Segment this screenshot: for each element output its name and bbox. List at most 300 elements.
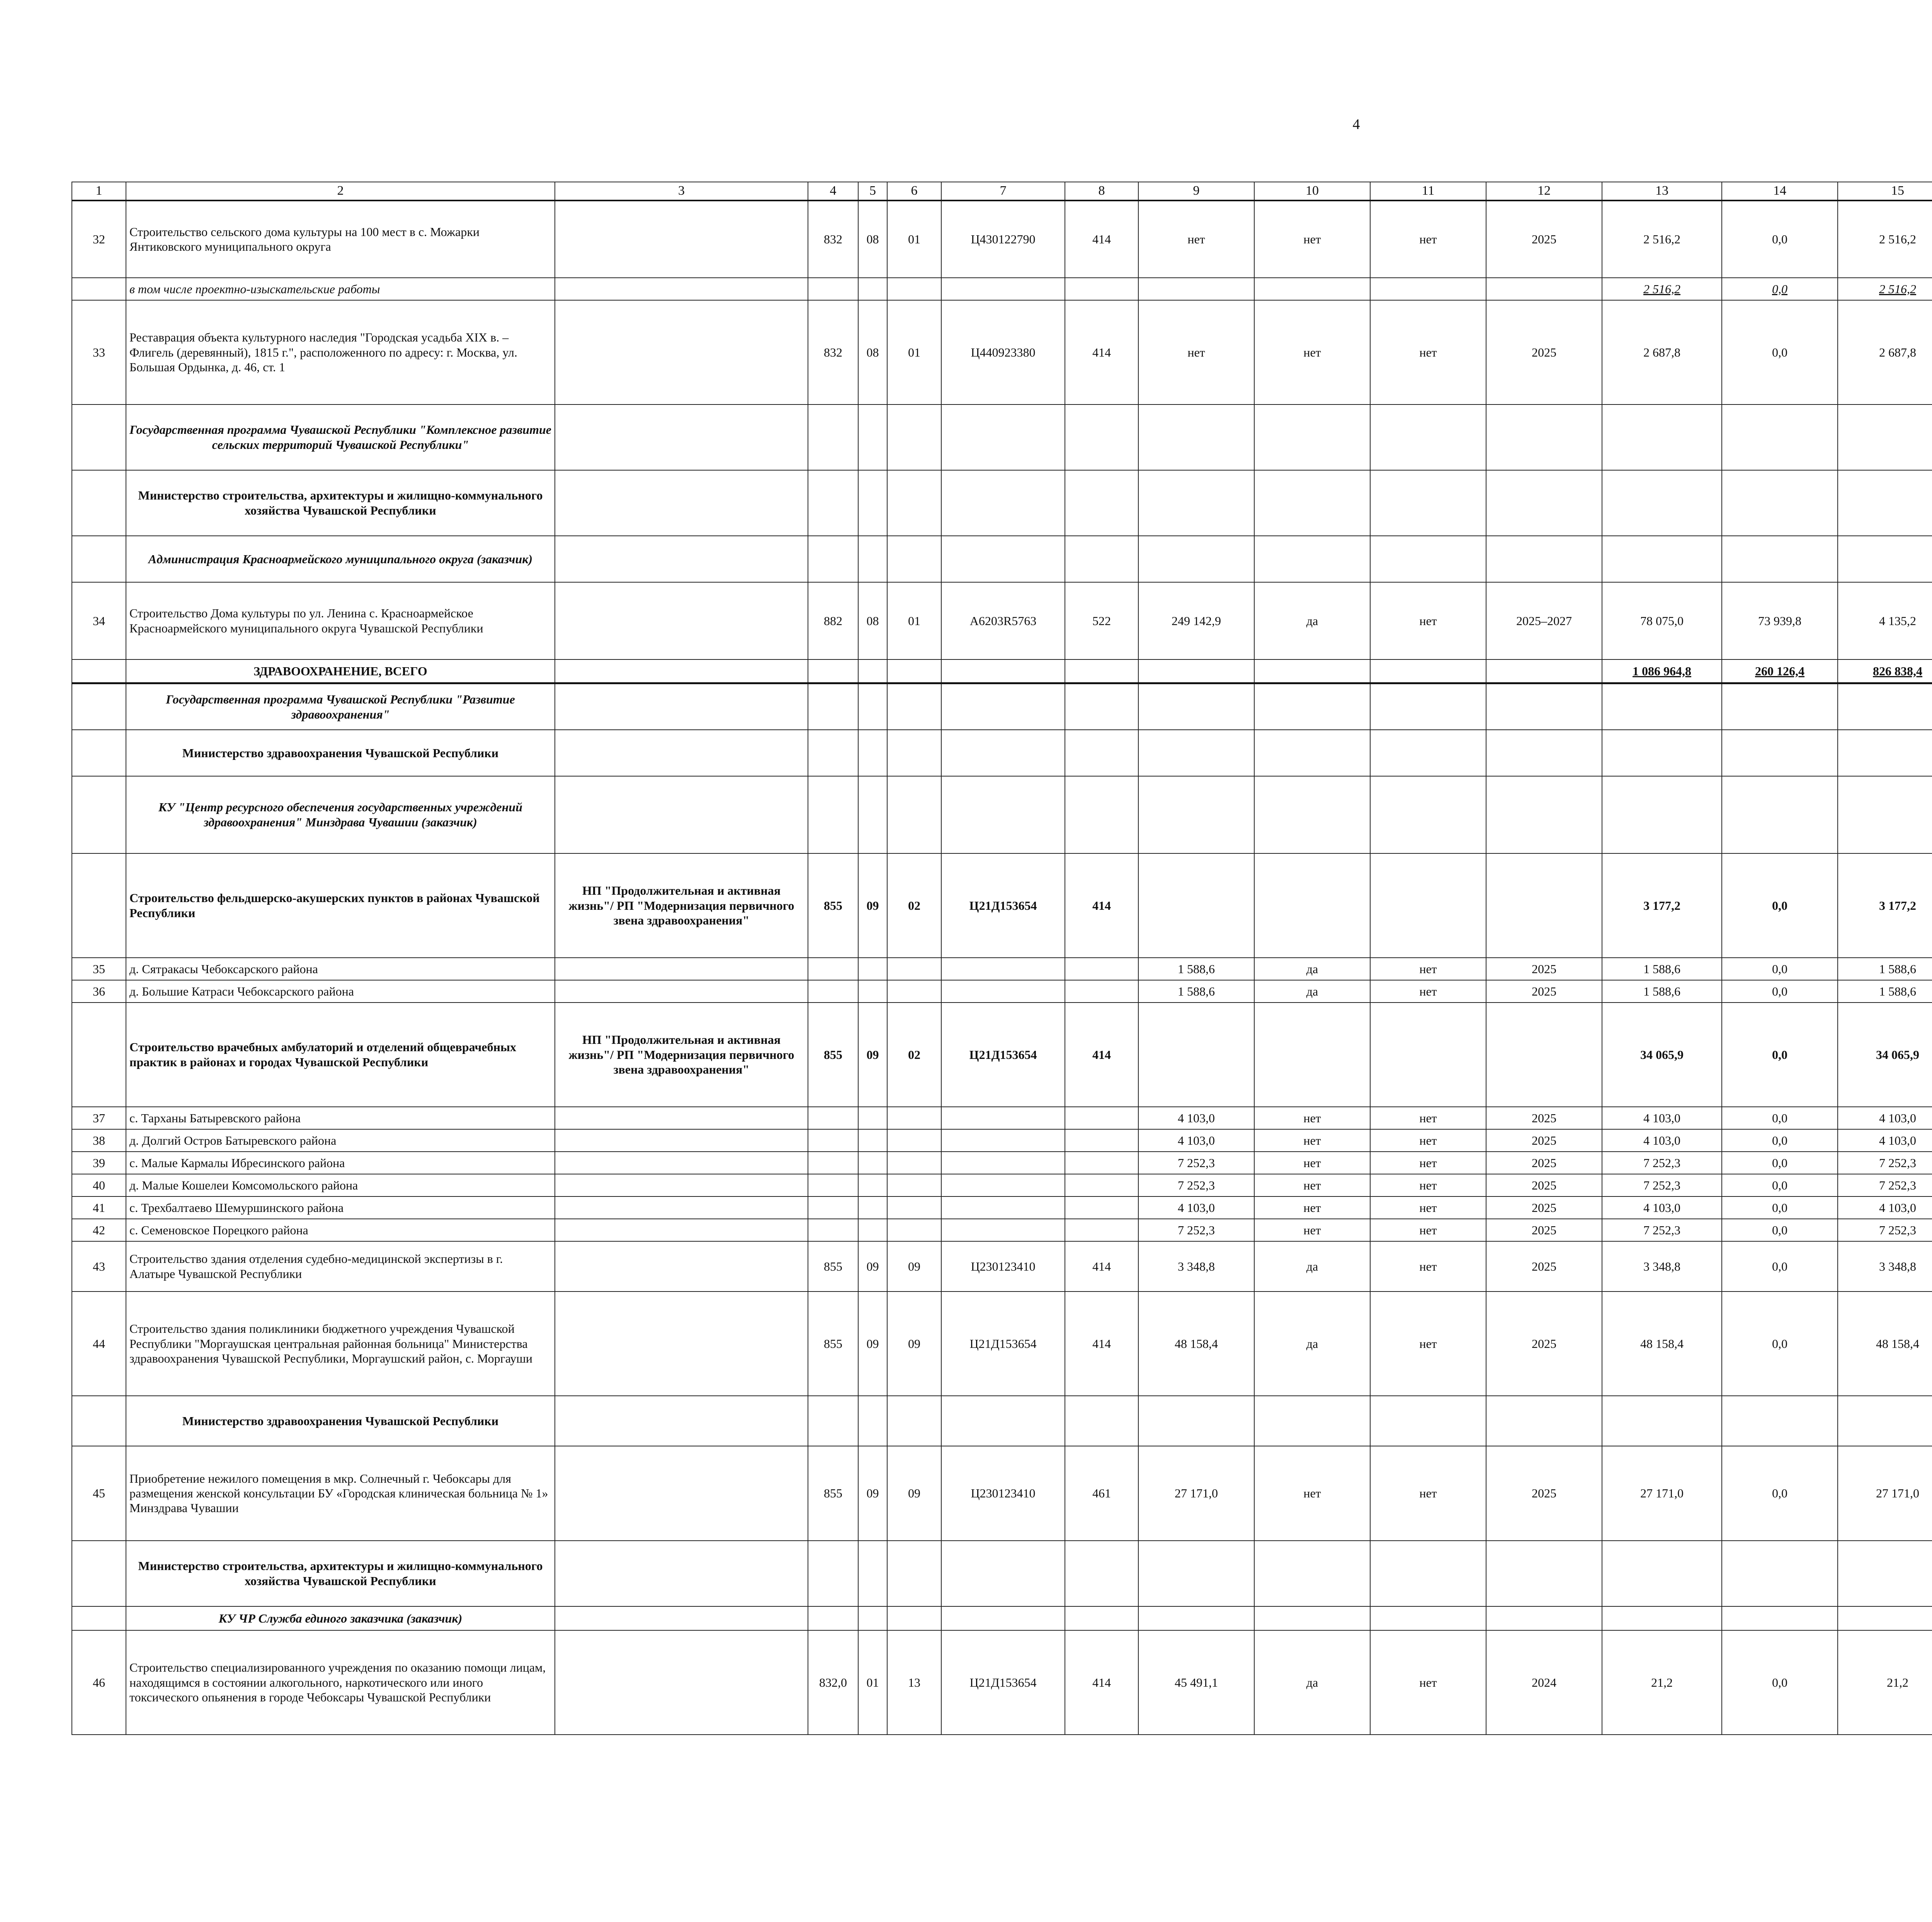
column-header: 13 — [1602, 182, 1722, 201]
table-cell — [1254, 659, 1370, 683]
table-cell — [1254, 776, 1370, 853]
table-cell: 01 — [887, 300, 941, 404]
table-cell — [1602, 776, 1722, 853]
table-cell: 48 158,4 — [1602, 1292, 1722, 1396]
table-cell: нет — [1254, 300, 1370, 404]
table-cell: нет — [1254, 1446, 1370, 1541]
table-cell — [1370, 853, 1486, 958]
table-cell — [858, 1541, 887, 1606]
table-cell — [1486, 853, 1602, 958]
object-name-cell: с. Семеновское Порецкого района — [126, 1219, 555, 1241]
table-cell — [941, 1606, 1065, 1630]
table-cell — [808, 278, 858, 300]
object-name-cell: в том числе проектно-изыскательские работы — [126, 278, 555, 300]
column-header: 15 — [1838, 182, 1932, 201]
table-cell — [858, 404, 887, 470]
table-cell — [555, 1107, 808, 1129]
object-name-cell: Приобретение нежилого помещения в мкр. Солнечный г. Чебоксары для размещения женской консультации БУ «Городская клиническая больница № 1» Минздрава Чувашии — [126, 1446, 555, 1541]
table-cell: 09 — [858, 1446, 887, 1541]
table-cell: 09 — [858, 853, 887, 958]
table-cell: 27 171,0 — [1602, 1446, 1722, 1541]
table-cell: 2025 — [1486, 1292, 1602, 1396]
table-cell: 4 103,0 — [1138, 1107, 1254, 1129]
table-cell — [555, 776, 808, 853]
table-cell: нет — [1370, 300, 1486, 404]
table-cell: 0,0 — [1722, 1219, 1838, 1241]
table-cell: 08 — [858, 582, 887, 659]
row-number-cell — [72, 659, 126, 683]
table-cell: да — [1254, 1630, 1370, 1735]
table-cell: 08 — [858, 201, 887, 278]
row-number-cell — [72, 730, 126, 776]
row-number-cell: 45 — [72, 1446, 126, 1541]
table-cell — [808, 730, 858, 776]
table-cell — [887, 1107, 941, 1129]
table-row — [72, 853, 1932, 958]
table-cell: 27 171,0 — [1138, 1446, 1254, 1541]
table-row — [72, 1174, 1932, 1196]
table-cell: 3 348,8 — [1838, 1241, 1932, 1292]
column-header: 2 — [126, 182, 555, 201]
table-cell — [858, 776, 887, 853]
table-cell — [555, 1174, 808, 1196]
column-header: 14 — [1722, 182, 1838, 201]
object-name-cell: Строительство специализированного учреждения по оказанию помощи лицам, находящимся в состоянии алкогольного, наркотического или иного токсического опьянения в городе Чебоксары Чувашской Республики — [126, 1630, 555, 1735]
table-cell — [1722, 1396, 1838, 1446]
table-cell — [1370, 730, 1486, 776]
table-cell: 4 103,0 — [1602, 1196, 1722, 1219]
table-cell: 2 516,2 — [1838, 278, 1932, 300]
table-cell — [1838, 470, 1932, 536]
table-cell — [808, 1196, 858, 1219]
table-cell: 7 252,3 — [1138, 1152, 1254, 1174]
table-cell: 02 — [887, 1003, 941, 1107]
row-number-cell: 37 — [72, 1107, 126, 1129]
table-cell — [858, 958, 887, 980]
table-cell: 09 — [858, 1003, 887, 1107]
table-row — [72, 1630, 1932, 1735]
table-cell — [858, 1606, 887, 1630]
table-row — [72, 201, 1932, 278]
object-name-cell: Министерство здравоохранения Чувашской Республики — [126, 730, 555, 776]
table-cell — [555, 278, 808, 300]
table-cell — [1254, 278, 1370, 300]
table-cell: 832,0 — [808, 1630, 858, 1735]
table-cell: Ц21Д153654 — [941, 1630, 1065, 1735]
table-cell — [858, 1219, 887, 1241]
row-number-cell — [72, 404, 126, 470]
row-number-cell: 39 — [72, 1152, 126, 1174]
table-cell: 7 252,3 — [1138, 1219, 1254, 1241]
table-cell: 7 252,3 — [1838, 1174, 1932, 1196]
table-cell: 7 252,3 — [1602, 1219, 1722, 1241]
object-name-cell: Министерство строительства, архитектуры и жилищно-коммунального хозяйства Чувашской Республики — [126, 470, 555, 536]
table-cell — [1838, 1541, 1932, 1606]
table-cell — [1602, 683, 1722, 730]
table-cell — [808, 1152, 858, 1174]
table-cell: 2 516,2 — [1602, 278, 1722, 300]
table-cell: да — [1254, 1241, 1370, 1292]
table-cell — [808, 776, 858, 853]
table-cell — [887, 278, 941, 300]
object-name-cell: д. Большие Катраси Чебоксарского района — [126, 980, 555, 1003]
table-cell: А6203R5763 — [941, 582, 1065, 659]
table-cell: нет — [1370, 1129, 1486, 1152]
table-cell — [808, 470, 858, 536]
table-row — [72, 659, 1932, 683]
table-cell — [887, 958, 941, 980]
table-cell: 0,0 — [1722, 1292, 1838, 1396]
table-cell — [1065, 958, 1138, 980]
table-cell: нет — [1254, 1107, 1370, 1129]
table-cell — [941, 1129, 1065, 1152]
table-cell — [887, 1219, 941, 1241]
table-cell: да — [1254, 582, 1370, 659]
table-cell: 34 065,9 — [1602, 1003, 1722, 1107]
table-cell — [887, 1129, 941, 1152]
table-cell — [1138, 1606, 1254, 1630]
table-cell — [555, 1630, 808, 1735]
table-cell — [1486, 404, 1602, 470]
table-cell: 855 — [808, 1241, 858, 1292]
table-cell: 01 — [858, 1630, 887, 1735]
table-cell: 882 — [808, 582, 858, 659]
table-cell — [887, 1606, 941, 1630]
table-cell — [1138, 730, 1254, 776]
table-cell — [1065, 1174, 1138, 1196]
table-cell — [808, 1541, 858, 1606]
column-number-row — [72, 182, 1932, 201]
table-cell: нет — [1370, 582, 1486, 659]
table-cell — [858, 1152, 887, 1174]
table-cell: 4 103,0 — [1138, 1129, 1254, 1152]
object-name-cell: Строительство фельдшерско-акушерских пунктов в районах Чувашской Республики — [126, 853, 555, 958]
table-cell — [1254, 683, 1370, 730]
table-cell: 1 588,6 — [1138, 958, 1254, 980]
table-cell — [1254, 730, 1370, 776]
table-cell: 1 588,6 — [1602, 980, 1722, 1003]
row-number-cell — [72, 278, 126, 300]
table-row — [72, 1292, 1932, 1396]
object-name-cell: д. Сятракасы Чебоксарского района — [126, 958, 555, 980]
table-cell — [808, 659, 858, 683]
table-cell: 414 — [1065, 1630, 1138, 1735]
table-cell — [1138, 683, 1254, 730]
table-cell: 461 — [1065, 1446, 1138, 1541]
table-cell — [941, 683, 1065, 730]
table-cell: 2025 — [1486, 958, 1602, 980]
table-cell: 3 177,2 — [1602, 853, 1722, 958]
table-row — [72, 470, 1932, 536]
table-cell — [1602, 1606, 1722, 1630]
object-name-cell: Министерство здравоохранения Чувашской Республики — [126, 1396, 555, 1446]
table-cell — [555, 300, 808, 404]
table-cell — [1602, 1541, 1722, 1606]
table-cell: 3 348,8 — [1138, 1241, 1254, 1292]
object-name-cell: д. Долгий Остров Батыревского района — [126, 1129, 555, 1152]
table-cell — [808, 404, 858, 470]
table-cell: нет — [1370, 1292, 1486, 1396]
object-name-cell: д. Малые Кошелеи Комсомольского района — [126, 1174, 555, 1196]
table-cell — [887, 536, 941, 582]
table-cell — [555, 1196, 808, 1219]
table-row — [72, 1129, 1932, 1152]
table-cell — [941, 404, 1065, 470]
table-cell — [1486, 1606, 1602, 1630]
table-cell — [1065, 1152, 1138, 1174]
table-cell: 855 — [808, 1292, 858, 1396]
table-cell — [941, 1541, 1065, 1606]
table-cell: нет — [1370, 1446, 1486, 1541]
table-cell — [887, 980, 941, 1003]
row-number-cell — [72, 536, 126, 582]
table-cell: 4 135,2 — [1838, 582, 1932, 659]
table-cell — [1486, 1003, 1602, 1107]
table-cell — [1722, 776, 1838, 853]
table-cell — [555, 1241, 808, 1292]
table-cell: 4 103,0 — [1602, 1107, 1722, 1129]
table-cell: 2025 — [1486, 201, 1602, 278]
table-cell — [1138, 278, 1254, 300]
table-cell — [1370, 1003, 1486, 1107]
table-cell: 09 — [887, 1292, 941, 1396]
table-cell — [941, 1107, 1065, 1129]
table-cell: 34 065,9 — [1838, 1003, 1932, 1107]
table-cell: 4 103,0 — [1138, 1196, 1254, 1219]
table-cell: 08 — [858, 300, 887, 404]
table-cell: 414 — [1065, 1003, 1138, 1107]
table-cell — [887, 1396, 941, 1446]
table-row — [72, 1606, 1932, 1630]
column-header: 6 — [887, 182, 941, 201]
table-cell — [1602, 730, 1722, 776]
table-cell: 0,0 — [1722, 1152, 1838, 1174]
table-cell: 4 103,0 — [1602, 1129, 1722, 1152]
table-cell: Ц230123410 — [941, 1241, 1065, 1292]
table-cell — [858, 980, 887, 1003]
table-cell: нет — [1254, 1196, 1370, 1219]
table-cell: 0,0 — [1722, 1107, 1838, 1129]
row-number-cell — [72, 1606, 126, 1630]
table-row — [72, 980, 1932, 1003]
table-cell — [555, 470, 808, 536]
table-cell: нет — [1370, 1152, 1486, 1174]
row-number-cell: 40 — [72, 1174, 126, 1196]
table-cell — [1838, 536, 1932, 582]
table-cell — [1722, 470, 1838, 536]
table-cell: 1 588,6 — [1838, 958, 1932, 980]
table-cell: 0,0 — [1722, 958, 1838, 980]
table-row — [72, 958, 1932, 980]
table-cell — [1065, 1107, 1138, 1129]
table-cell: Ц440923380 — [941, 300, 1065, 404]
table-cell: 09 — [858, 1292, 887, 1396]
table-cell — [1370, 470, 1486, 536]
table-cell — [1065, 1606, 1138, 1630]
table-cell: 826 838,4 — [1838, 659, 1932, 683]
row-number-cell: 36 — [72, 980, 126, 1003]
table-cell: 2 687,8 — [1602, 300, 1722, 404]
table-cell: 02 — [887, 853, 941, 958]
table-cell: 414 — [1065, 1292, 1138, 1396]
table-cell — [941, 730, 1065, 776]
table-cell — [1138, 659, 1254, 683]
table-cell — [808, 1396, 858, 1446]
table-cell: 2025 — [1486, 1241, 1602, 1292]
table-cell: 0,0 — [1722, 1003, 1838, 1107]
table-cell — [808, 683, 858, 730]
table-cell: Ц21Д153654 — [941, 1003, 1065, 1107]
row-number-cell: 33 — [72, 300, 126, 404]
table-cell — [1138, 404, 1254, 470]
table-cell — [1722, 1541, 1838, 1606]
table-cell — [887, 1541, 941, 1606]
table-cell — [1065, 683, 1138, 730]
table-cell: 832 — [808, 300, 858, 404]
row-number-cell: 32 — [72, 201, 126, 278]
table-cell: нет — [1254, 1219, 1370, 1241]
table-cell — [887, 730, 941, 776]
table-cell: 0,0 — [1722, 980, 1838, 1003]
table-cell — [1486, 278, 1602, 300]
table-cell — [1370, 1396, 1486, 1446]
table-cell — [1602, 536, 1722, 582]
table-cell: нет — [1370, 1174, 1486, 1196]
object-name-cell: с. Тарханы Батыревского района — [126, 1107, 555, 1129]
table-cell: 0,0 — [1722, 853, 1838, 958]
table-cell: 832 — [808, 201, 858, 278]
table-cell — [1838, 404, 1932, 470]
table-row — [72, 582, 1932, 659]
table-cell: 7 252,3 — [1838, 1219, 1932, 1241]
table-cell — [1138, 1541, 1254, 1606]
table-row — [72, 730, 1932, 776]
row-number-cell — [72, 853, 126, 958]
object-name-cell: Строительство Дома культуры по ул. Ленина с. Красноармейское Красноармейского муниципального округа Чувашской Республики — [126, 582, 555, 659]
table-cell — [941, 776, 1065, 853]
table-cell: нет — [1254, 201, 1370, 278]
table-cell — [1138, 776, 1254, 853]
table-cell — [858, 730, 887, 776]
table-cell — [555, 1541, 808, 1606]
table-cell — [555, 980, 808, 1003]
table-cell — [555, 683, 808, 730]
table-cell — [1602, 404, 1722, 470]
table-row — [72, 1152, 1932, 1174]
table-cell: да — [1254, 958, 1370, 980]
table-cell: 1 086 964,8 — [1602, 659, 1722, 683]
table-cell — [941, 470, 1065, 536]
table-cell — [808, 1219, 858, 1241]
object-name-cell: Государственная программа Чувашской Республики "Развитие здравоохранения" — [126, 683, 555, 730]
table-cell — [887, 404, 941, 470]
table-cell — [1486, 659, 1602, 683]
table-cell — [808, 1107, 858, 1129]
row-number-cell: 35 — [72, 958, 126, 980]
table-cell: нет — [1370, 1630, 1486, 1735]
table-cell — [555, 1129, 808, 1152]
table-cell — [858, 1107, 887, 1129]
table-row — [72, 1003, 1932, 1107]
table-cell: 78 075,0 — [1602, 582, 1722, 659]
table-cell — [555, 1446, 808, 1541]
table-row — [72, 404, 1932, 470]
table-cell — [1065, 659, 1138, 683]
table-row — [72, 1219, 1932, 1241]
table-cell: 2025 — [1486, 1152, 1602, 1174]
table-cell — [887, 1152, 941, 1174]
table-cell: 0,0 — [1722, 201, 1838, 278]
table-cell: 260 126,4 — [1722, 659, 1838, 683]
table-cell: 2024 — [1486, 1630, 1602, 1735]
table-cell: 855 — [808, 853, 858, 958]
object-name-cell: Министерство строительства, архитектуры и жилищно-коммунального хозяйства Чувашской Республики — [126, 1541, 555, 1606]
table-cell: нет — [1370, 1241, 1486, 1292]
table-cell: 0,0 — [1722, 1129, 1838, 1152]
table-cell — [1254, 404, 1370, 470]
table-cell: 09 — [887, 1241, 941, 1292]
row-number-cell: 46 — [72, 1630, 126, 1735]
object-name-cell: КУ "Центр ресурсного обеспечения государственных учреждений здравоохранения" Минздрава Чувашии (заказчик) — [126, 776, 555, 853]
table-cell: 522 — [1065, 582, 1138, 659]
object-name-cell: с. Малые Кармалы Ибресинского района — [126, 1152, 555, 1174]
object-name-cell: Строительство сельского дома культуры на 100 мест в с. Можарки Янтиковского муниципального округа — [126, 201, 555, 278]
table-cell — [858, 536, 887, 582]
table-cell: 01 — [887, 201, 941, 278]
table-cell — [1065, 1196, 1138, 1219]
table-cell — [555, 201, 808, 278]
table-row — [72, 1541, 1932, 1606]
table-cell: 7 252,3 — [1602, 1152, 1722, 1174]
table-cell: 414 — [1065, 853, 1138, 958]
table-cell — [941, 1196, 1065, 1219]
row-number-cell: 43 — [72, 1241, 126, 1292]
table-cell: НП "Продолжительная и активная жизнь"/ РП "Модернизация первичного звена здравоохранения" — [555, 853, 808, 958]
table-cell: Ц21Д153654 — [941, 1292, 1065, 1396]
table-row — [72, 278, 1932, 300]
table-cell: 0,0 — [1722, 278, 1838, 300]
table-cell — [555, 1396, 808, 1446]
table-cell: 1 588,6 — [1838, 980, 1932, 1003]
table-cell: нет — [1370, 1196, 1486, 1219]
table-cell — [1370, 683, 1486, 730]
table-cell — [808, 1606, 858, 1630]
table-cell — [1065, 1129, 1138, 1152]
table-cell: нет — [1370, 1107, 1486, 1129]
table-cell — [1370, 776, 1486, 853]
column-header: 1 — [72, 182, 126, 201]
table-cell: 2025 — [1486, 1129, 1602, 1152]
table-cell: 2025 — [1486, 980, 1602, 1003]
table-cell: 2 516,2 — [1602, 201, 1722, 278]
column-header: 5 — [858, 182, 887, 201]
table-cell: 3 348,8 — [1602, 1241, 1722, 1292]
table-cell — [1065, 1541, 1138, 1606]
table-cell — [1254, 1003, 1370, 1107]
table-cell — [1486, 730, 1602, 776]
table-cell — [858, 1129, 887, 1152]
table-cell — [1254, 536, 1370, 582]
object-name-cell: Администрация Красноармейского муниципального округа (заказчик) — [126, 536, 555, 582]
table-cell: 2025 — [1486, 1446, 1602, 1541]
table-cell — [1065, 1219, 1138, 1241]
table-cell: 4 103,0 — [1838, 1129, 1932, 1152]
row-number-cell — [72, 1396, 126, 1446]
table-cell — [1065, 980, 1138, 1003]
row-number-cell: 44 — [72, 1292, 126, 1396]
table-cell — [941, 1219, 1065, 1241]
table-row — [72, 1396, 1932, 1446]
